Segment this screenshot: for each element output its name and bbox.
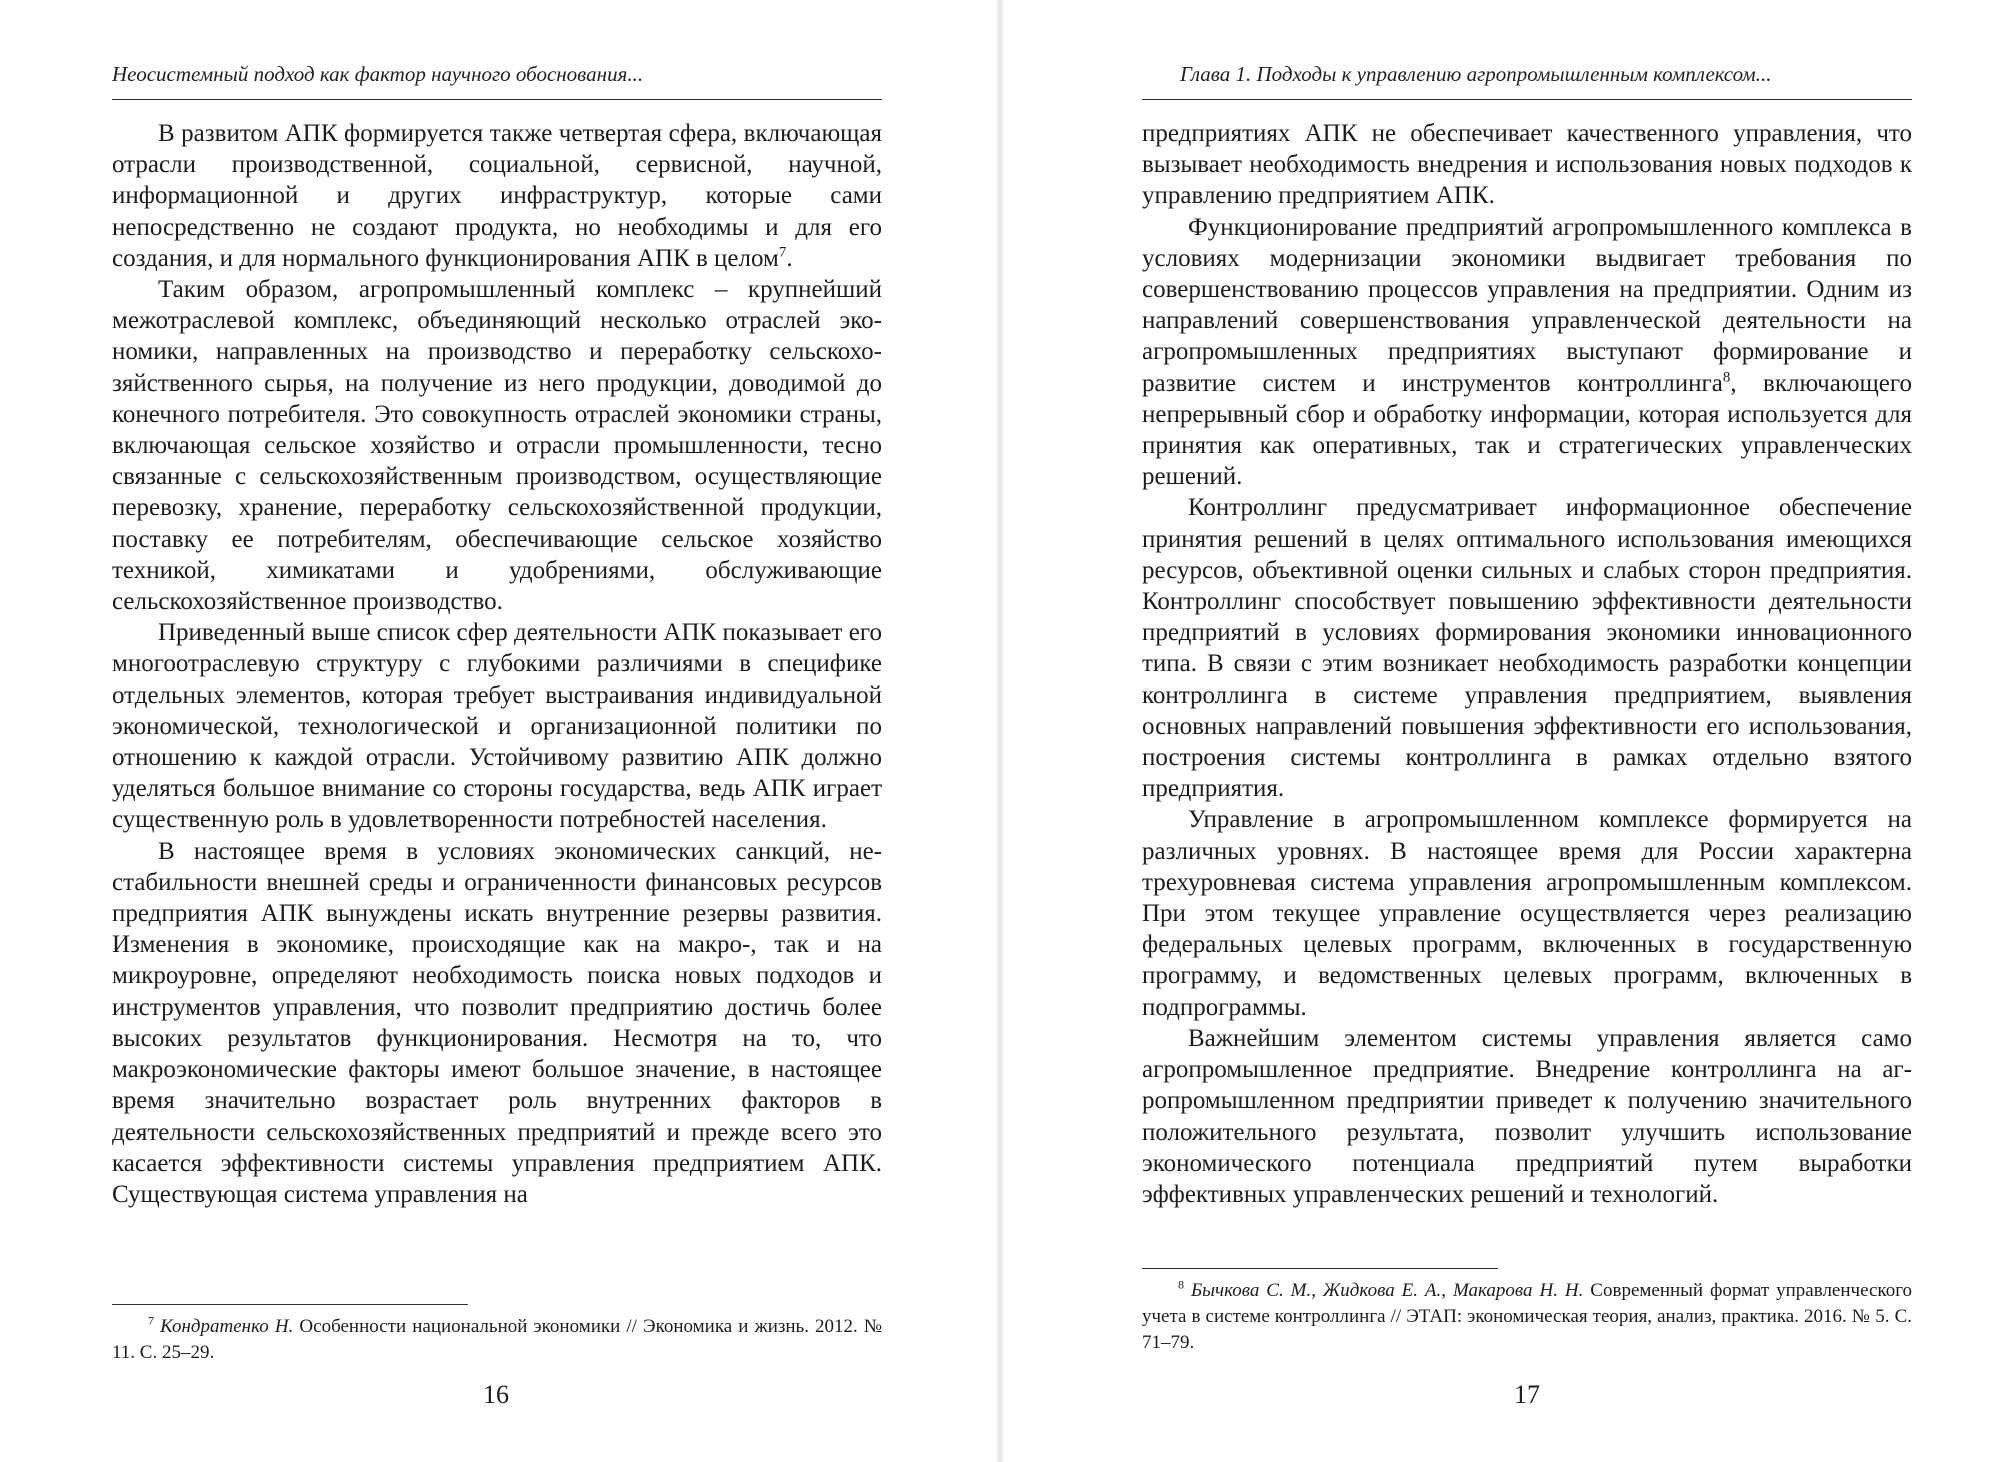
right-paragraph-4: Управление в агропромышленном комплексе формируется на различных уровнях. В настоящее время для России характерна трехуровневая система управления агропромышленным комплексом. При этом текущее управление осуществляется через реализацию федеральных целевых программ, включенных в государственную программу, и ведомственных целевых программ, включенных в подпрограммы. [1142,806,1912,1021]
left-paragraph-3: Приведенный выше список сфер деятельности АПК показывает его многоотраслевую структуру с глубокими различиями в специфике отдельных элементов, которая требует выстраивания индивидуальной экономической, технологической и организационной политики по отношению к каждой отрасли. Устойчивому развитию АПК должно уделяться большое внимание со стороны государства, ведь АПК играет существенную роль в удовлетворенности потребностей населения. [112,619,882,834]
left-footnote-rule [112,1304,468,1305]
footnote-ref-8: 8 [1722,369,1731,386]
right-paragraph-5: Важнейшим элементом системы управления является само агропромышленное предприятие. Внедрение контроллинга на агропромышленном предприятии приведет к получению значительного положительного результата, позволит улучшить использование экономического потенциала предприятий путем выработки эффективных управленческих решений и технологий. [1142,1024,1912,1208]
right-footnote-text: Современный формат управленческого учета в системе контроллинга // ЭТАП: экономическая теория, анализ, практика. 2016. № 5. С. 71–79. [1142,1280,1913,1353]
left-paragraph-1: В развитом АПК формируется также четвертая сфера, включающая отрасли производственной, социальной, сервисной, научной, информационной и других инфраструктур, которые сами непосредственно не создают продукта, но необходимы и для его создания, и для нормального функционирования АПК в целом$^7$. [112,120,882,272]
right-page [1000,0,2000,1462]
right-footnote-rule [1142,1268,1498,1269]
right-paragraph-1: предприятиях АПК не обеспечивает качественного управления, что вызывает необходимость внедрения и использования новых подходов к управлению предприятием АПК. [1142,120,1912,210]
left-header-rule [112,99,882,100]
left-running-head: Неосистемный подход как фактор научного обоснования... [112,62,644,86]
left-paragraph-2: Таким образом, агропромышленный комплекс – крупнейший межотраслевой комплекс, объединяющий несколько отраслей экономики, направленных на производство и переработку сельскохозяйственного сырья, на получение из него продукции, доводимой до конечного потребителя. Это совокупность отраслей экономики страны, включающая сельское хозяйство и отрасли промышленности, тесно связанные с сельскохозяйственным производством, осуществляющие перевозку, хранение, переработку сельскохозяйственной продукции, поставку ее потребителям, обеспечивающие сельское хозяйство техникой, химикатами и удобрениями, обслуживающие сельскохозяйственное производство. [112,276,882,616]
right-paragraph-2: Функционирование предприятий агропромышленного комплекса в условиях модернизации экономики выдвигает требования по совершенствованию процессов управления на предприятии. Одним из направлений совершенствования управленческой деятельности на агропромышленных предприятиях выступают формирование и развитие систем и инструментов контроллинга$^8$, включающего непрерывный сбор и обработку информации, которая используется для принятия как оперативных, так и стратегических управленческих решений. [1142,213,1912,491]
left-body-text [112,118,882,1210]
left-footnote: $^7$ Кондратенко Н. Особенности национальной экономики // Экономика и жизнь. 2012. № 11. С. 25–29. [112,1313,882,1363]
left-page-number: 16 [483,1380,509,1409]
right-paragraph-3: Контроллинг предусматривает информационное обеспечение принятия решений в целях оптимального использования имеющихся ресурсов, объективной оценки сильных и слабых сторон предприятия. Контроллинг способствует повышению эффективности деятельности предприятий в условиях формирования экономики инновационного типа. В связи с этим возникает необходимость разработки концепции контроллинга в системе управления предприятием, выявления основных направлений повышения эффективности его использования, построения системы контроллинга в рамках отдельно взятого предприятия. [1142,494,1912,803]
left-paragraph-4: В настоящее время в условиях экономических санкций, нестабильности внешней среды и ограниченности финансовых ресурсов предприятия АПК вынуждены искать внутренние резервы развития. Изменения в экономике, происходящие как на макро-, так и на микроуровне, определяют необходимость поиска новых подходов и инструментов управления, что позволит предприятию достичь более высоких результатов функционирования. Несмотря на то, что макроэкономические факторы имеют большое значение, в настоящее время значительно возрастает роль внутренних факторов в деятельности сельскохозяйственных предприятий и прежде всего это касается эффективности системы управления предприятием АПК. Существующая система управления на [112,837,882,1208]
left-footnote-author: Кондратенко Н. [160,1316,294,1337]
left-footnote-text: Особенности национальной экономики // Экономика и жизнь. 2012. № 11. С. 25–29. [112,1316,882,1363]
right-footnote: $^8$ Бычкова С. М., Жидкова Е. А., Макарова Н. Н. Современный формат управленческого учета в системе контроллинга // ЭТАП: экономическая теория, анализ, практика. 2016. № 5. С. 71–79. [1142,1277,1913,1353]
footnote-ref-7: 7 [778,244,787,261]
right-footnote-author: Бычкова С. М., Жидкова Е. А., Макарова Н. Н. [1190,1280,1584,1301]
right-header-rule [1142,99,1912,100]
right-running-head: Глава 1. Подходы к управлению агропромышленным комплексом... [1180,62,1772,86]
right-body-text [1142,118,1912,1210]
right-page-number: 17 [1514,1380,1540,1409]
